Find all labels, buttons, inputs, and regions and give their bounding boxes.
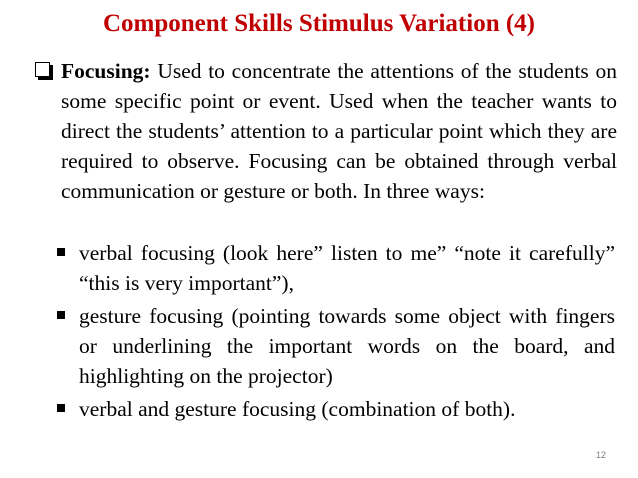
list-item — [55, 238, 615, 298]
list-item — [55, 394, 615, 424]
list-item — [55, 301, 615, 391]
main-bullet-text — [61, 56, 617, 206]
filled-square-bullet-icon — [57, 311, 65, 319]
main-bullet-body: Used to concentrate the attentions of the students on some specific point or event. Used when the teacher wants to direct the students’ attention to a particular point which they are required to observe. Focusing can be obtained through verbal communication or gesture or both. In three ways: — [61, 59, 617, 203]
page-number: 12 — [595, 450, 606, 460]
slide-title: Component Skills Stimulus Variation (4) — [102, 10, 536, 37]
sub-bullet-list — [55, 238, 615, 427]
sub-bullet-text: verbal focusing (look here” listen to me” “note it carefully” “this is very important”), — [79, 241, 615, 295]
main-bullet — [37, 56, 617, 206]
filled-square-bullet-icon — [57, 248, 65, 256]
sub-bullet-text: gesture focusing (pointing towards some object with fingers or underlining the important words on the board, and highlighting on the projector) — [79, 304, 615, 388]
main-bullet-term: Focusing: — [61, 59, 158, 83]
filled-square-bullet-icon — [57, 404, 65, 412]
sub-bullet-text: verbal and gesture focusing (combination of both). — [79, 397, 516, 421]
checkbox-square-bullet-icon — [35, 62, 50, 77]
